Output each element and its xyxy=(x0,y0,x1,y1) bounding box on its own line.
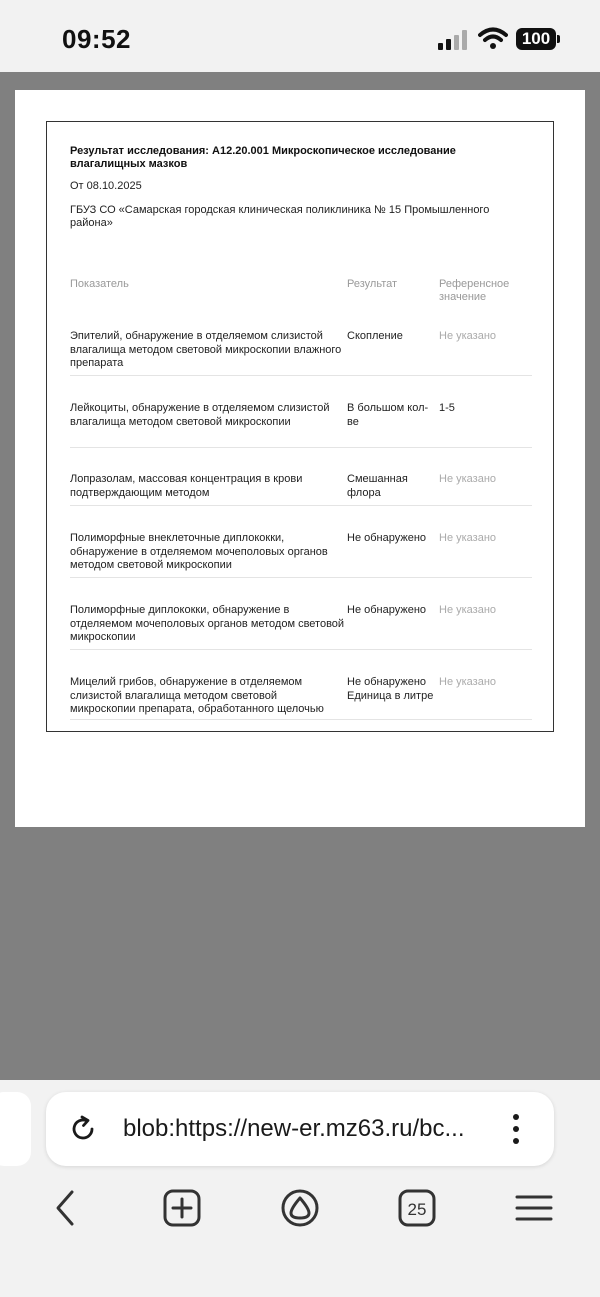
row-result: Смешанная флора xyxy=(347,473,408,499)
row-indicator: Мицелий грибов, обнаружение в отделяемом слизистой влагалища методом световой микроскопии препарата, обработанного щелочью xyxy=(70,676,324,715)
battery-level: 100 xyxy=(516,28,556,50)
new-tab-icon[interactable] xyxy=(162,1188,202,1228)
tabs-icon[interactable] xyxy=(397,1188,437,1228)
table-row xyxy=(70,473,532,506)
address-bar[interactable] xyxy=(46,1092,554,1166)
document-date: От 08.10.2025 xyxy=(70,180,142,192)
table-row xyxy=(70,330,532,376)
row-reference: Не указано xyxy=(439,676,497,688)
header-indicator: Показатель xyxy=(70,278,129,290)
row-reference: Не указано xyxy=(439,532,497,544)
reload-icon[interactable] xyxy=(68,1114,98,1144)
battery-indicator xyxy=(516,28,560,50)
wifi-icon xyxy=(478,26,508,50)
row-reference: Не указано xyxy=(439,604,497,616)
status-time: 09:52 xyxy=(62,24,131,54)
more-options-icon[interactable] xyxy=(510,1112,522,1146)
row-indicator: Полиморфные внеклеточные диплококки, обнаружение в отделяемом мочеполовых органов методом световой микроскопии xyxy=(70,532,328,571)
back-icon[interactable] xyxy=(45,1188,85,1228)
result-card xyxy=(46,121,554,732)
previous-tab-card[interactable] xyxy=(0,1092,31,1166)
cellular-signal-icon xyxy=(438,30,468,50)
row-indicator: Лопразолам, массовая концентрация в крови подтверждающим методом xyxy=(70,473,303,499)
menu-icon[interactable] xyxy=(514,1188,554,1228)
table-row xyxy=(70,676,532,720)
row-reference: 1-5 xyxy=(439,402,455,414)
status-bar xyxy=(0,0,600,72)
header-reference: Референсное значение xyxy=(439,278,510,303)
row-result: Не обнаружено xyxy=(347,532,427,544)
result-content xyxy=(70,145,532,715)
row-result: Не обнаружено xyxy=(347,604,427,616)
row-indicator: Лейкоциты, обнаружение в отделяемом слизистой влагалища методом световой микроскопии xyxy=(70,402,330,428)
row-result: Не обнаружено Единица в литре xyxy=(347,676,434,702)
row-indicator: Эпителий, обнаружение в отделяемом слизистой влагалища методом световой микроскопии влажного препарата xyxy=(70,330,342,369)
row-result: В большом кол-ве xyxy=(347,402,429,428)
table-row xyxy=(70,532,532,578)
browser-bottom-bar xyxy=(0,1080,600,1297)
battery-tip xyxy=(557,35,560,43)
row-indicator: Полиморфные диплококки, обнаружение в отделяемом мочеполовых органов методом световой микроскопии xyxy=(70,604,345,643)
row-result: Скопление xyxy=(347,330,403,342)
table-row xyxy=(70,402,532,448)
url-text[interactable]: blob:https://new-er.mz63.ru/bc... xyxy=(123,1115,465,1142)
tabs-count: 25 xyxy=(407,1200,427,1219)
table-row xyxy=(70,604,532,650)
header-result: Результат xyxy=(347,278,398,290)
row-reference: Не указано xyxy=(439,330,497,342)
organization-name: ГБУЗ СО «Самарская городская клиническая поликлиника № 15 Промышленного района» xyxy=(70,204,490,229)
document-title: Результат исследования: A12.20.001 Микроскопическое исследование влагалищных мазков xyxy=(70,145,456,170)
row-reference: Не указано xyxy=(439,473,497,485)
alice-assistant-icon[interactable] xyxy=(280,1188,320,1228)
